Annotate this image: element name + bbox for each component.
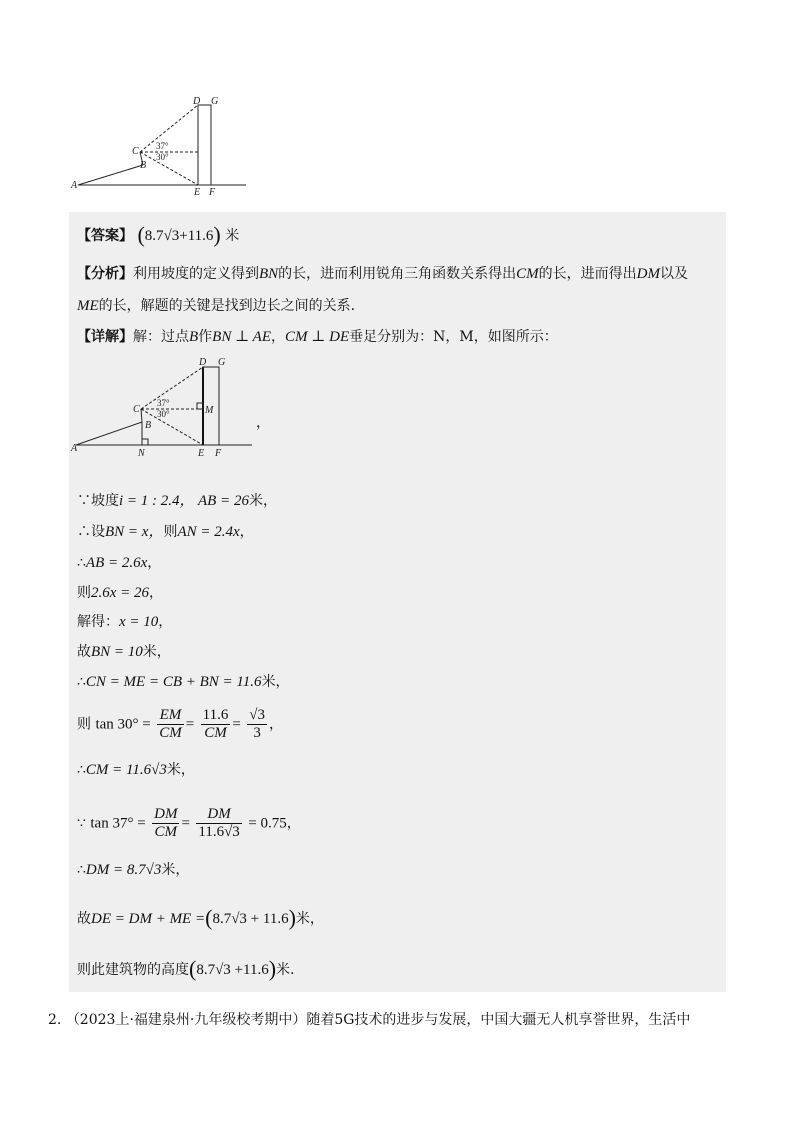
step-suffix: ， bbox=[149, 585, 164, 601]
label-g: G bbox=[211, 96, 219, 107]
dm-math: DM = 8.7√3 bbox=[85, 862, 162, 878]
analysis-text-d: 以及 bbox=[660, 266, 688, 282]
geometry-figure-1 bbox=[70, 92, 270, 198]
step-prefix: ∴ bbox=[77, 555, 86, 571]
math-b: B bbox=[189, 329, 199, 345]
fraction-sqrt3-3: $\frac{√3}{3}$ bbox=[249, 707, 265, 741]
analysis-text-c: 的长，进而得出 bbox=[538, 266, 637, 282]
dm-result-line bbox=[77, 859, 189, 881]
analysis-text-a: 利用坡度的定义得到 bbox=[133, 266, 259, 282]
angle-30: 30° bbox=[156, 152, 169, 162]
step-math: AN = 2.4x bbox=[177, 524, 240, 540]
label-n: N bbox=[138, 448, 145, 459]
tan30-line: 则 tan 30° = $\frac{EM}{CM}$ = $\frac{11.6}{CM}$ = $\frac{√3}{3}$ ， bbox=[77, 707, 283, 741]
math-dm: DM bbox=[636, 266, 660, 282]
final-line bbox=[77, 958, 295, 981]
angle-37: 37° bbox=[156, 141, 169, 151]
math-bn: BN bbox=[259, 266, 279, 282]
answer-value: (8.7√3+11.6) bbox=[137, 222, 221, 247]
slope-ab bbox=[78, 165, 143, 185]
analysis-tag: 【分析】 bbox=[77, 266, 133, 282]
sightline-cd bbox=[141, 367, 203, 409]
detail-text-c: 垂足分别为：N，M，如图所示： bbox=[349, 329, 558, 345]
step-prefix: ∵坡度 bbox=[77, 493, 119, 509]
step-prefix: 故 bbox=[77, 644, 91, 660]
fraction-em-cm: $\frac{EM}{CM}$ bbox=[159, 707, 182, 741]
math-me: ME bbox=[77, 298, 99, 314]
detail-comma: ， bbox=[271, 329, 285, 345]
label-d: D bbox=[199, 357, 207, 368]
question-text: 随着5G技术的进步与发展，中国大疆无人机享誉世界，生活中 bbox=[306, 1012, 691, 1028]
label-c: C bbox=[133, 404, 140, 415]
de-suffix: 米， bbox=[295, 911, 324, 927]
step-suffix: 米， bbox=[142, 644, 171, 660]
label-e: E bbox=[198, 448, 205, 459]
tan30-suffix: ， bbox=[268, 716, 283, 733]
cm-suffix: 米， bbox=[166, 762, 195, 778]
tan30-lhs: tan 30° = bbox=[95, 716, 151, 733]
label-a: A bbox=[71, 180, 78, 191]
step-math: x = 10 bbox=[119, 614, 159, 630]
tan37-rhs: = 0.75 bbox=[248, 815, 287, 832]
derivation-step bbox=[77, 641, 171, 663]
question-number: 2. bbox=[48, 1012, 62, 1028]
step-math: 2.6x = 26 bbox=[91, 585, 150, 601]
step-suffix: ， bbox=[147, 555, 162, 571]
analysis-text-e: 的长，解题的关键是找到边长之间的关系. bbox=[98, 298, 356, 314]
step-math: CN = ME = CB + BN = 11.6 bbox=[85, 674, 262, 690]
label-m: M bbox=[205, 405, 214, 416]
step-math: AB = 2.6x bbox=[85, 555, 148, 571]
sightline-ce bbox=[140, 152, 198, 185]
label-d: D bbox=[193, 96, 201, 107]
tan37-line: ∵ tan 37° = $\frac{DM}{CM}$ = $\frac{DM}{11.6√3}$ = 0.75， bbox=[77, 806, 301, 840]
derivation-step bbox=[77, 671, 290, 693]
derivation-step bbox=[77, 490, 277, 512]
question-2 bbox=[48, 1009, 690, 1031]
detail-text-a: 解：过点 bbox=[133, 329, 189, 345]
de-result-line bbox=[77, 907, 324, 930]
step-math: i = 1 : 2.4， AB = 26 bbox=[119, 493, 249, 509]
fraction-dm-116sqrt3: $\frac{DM}{11.6√3}$ bbox=[198, 806, 240, 840]
derivation-step bbox=[77, 552, 161, 574]
analysis-text-b: 的长，进而利用锐角三角函数关系得出 bbox=[278, 266, 517, 282]
final-value: (8.7√3 +11.6) bbox=[189, 956, 277, 981]
answer-line bbox=[77, 224, 239, 247]
step-suffix: 则 bbox=[163, 524, 178, 540]
tan37-prefix: ∵ bbox=[77, 815, 86, 832]
final-prefix: 则此建筑物的高度 bbox=[77, 962, 189, 978]
segment-bc bbox=[141, 409, 142, 422]
cm-math: CM = 11.6√3 bbox=[85, 762, 167, 778]
step-prefix: 解得： bbox=[77, 614, 119, 630]
label-f: F bbox=[215, 448, 222, 459]
step-prefix: 则 bbox=[77, 585, 91, 601]
step-math: BN = x， bbox=[105, 524, 164, 540]
geometry-figure-2 bbox=[70, 355, 260, 460]
step-prefix: ∴设 bbox=[77, 524, 105, 540]
detail-tag: 【详解】 bbox=[77, 329, 133, 345]
math-perp-cm: CM ⊥ DE bbox=[285, 329, 350, 345]
math-perp-bn: BN ⊥ AE bbox=[212, 329, 271, 345]
step-suffix: ， bbox=[158, 614, 173, 630]
detail-text-b: 作 bbox=[198, 329, 213, 345]
analysis-line-1 bbox=[77, 263, 688, 285]
cm-prefix: ∴ bbox=[77, 762, 86, 778]
derivation-step bbox=[77, 521, 254, 543]
label-g: G bbox=[218, 357, 226, 368]
building bbox=[198, 105, 211, 185]
step-suffix: ， bbox=[239, 524, 254, 540]
fraction-dm-cm: $\frac{DM}{CM}$ bbox=[154, 806, 178, 840]
sightline-cd bbox=[140, 105, 198, 152]
final-suffix: 米. bbox=[276, 962, 295, 978]
de-prefix: 故 bbox=[77, 911, 91, 927]
step-suffix: 米， bbox=[248, 493, 277, 509]
derivation-step bbox=[77, 582, 163, 604]
label-f: F bbox=[209, 187, 216, 198]
question-source: （2023上·福建泉州·九年级校考期中） bbox=[65, 1012, 307, 1028]
label-b: B bbox=[145, 420, 152, 431]
label-b: B bbox=[140, 160, 147, 171]
label-c: C bbox=[132, 146, 139, 157]
tan37-lhs: tan 37° = bbox=[90, 815, 146, 832]
angle-37: 37° bbox=[157, 398, 170, 408]
slope-ab bbox=[76, 422, 142, 445]
step-prefix: ∴ bbox=[77, 674, 86, 690]
math-cm: CM bbox=[516, 266, 539, 282]
angle-30: 30° bbox=[157, 409, 170, 419]
right-angle-n bbox=[142, 439, 148, 445]
dm-prefix: ∴ bbox=[77, 862, 86, 878]
tan37-suffix: ， bbox=[286, 815, 301, 832]
de-math: DE = DM + ME = bbox=[91, 911, 206, 927]
step-math: BN = 10 bbox=[91, 644, 143, 660]
fraction-116-cm: $\frac{11.6}{CM}$ bbox=[202, 707, 229, 741]
detail-line bbox=[77, 326, 558, 348]
answer-tag: 【答案】 bbox=[77, 228, 133, 244]
label-a: A bbox=[71, 443, 78, 454]
dm-suffix: 米， bbox=[161, 862, 190, 878]
cm-result-line bbox=[77, 759, 195, 781]
derivation-step bbox=[77, 611, 172, 633]
tan30-prefix: 则 bbox=[77, 716, 91, 733]
label-e: E bbox=[194, 187, 201, 198]
figure-2-comma: ， bbox=[256, 415, 270, 431]
answer-unit: 米 bbox=[225, 228, 240, 244]
step-suffix: 米， bbox=[261, 674, 290, 690]
analysis-line-2 bbox=[77, 295, 355, 317]
de-value: (8.7√3 + 11.6) bbox=[205, 905, 296, 930]
